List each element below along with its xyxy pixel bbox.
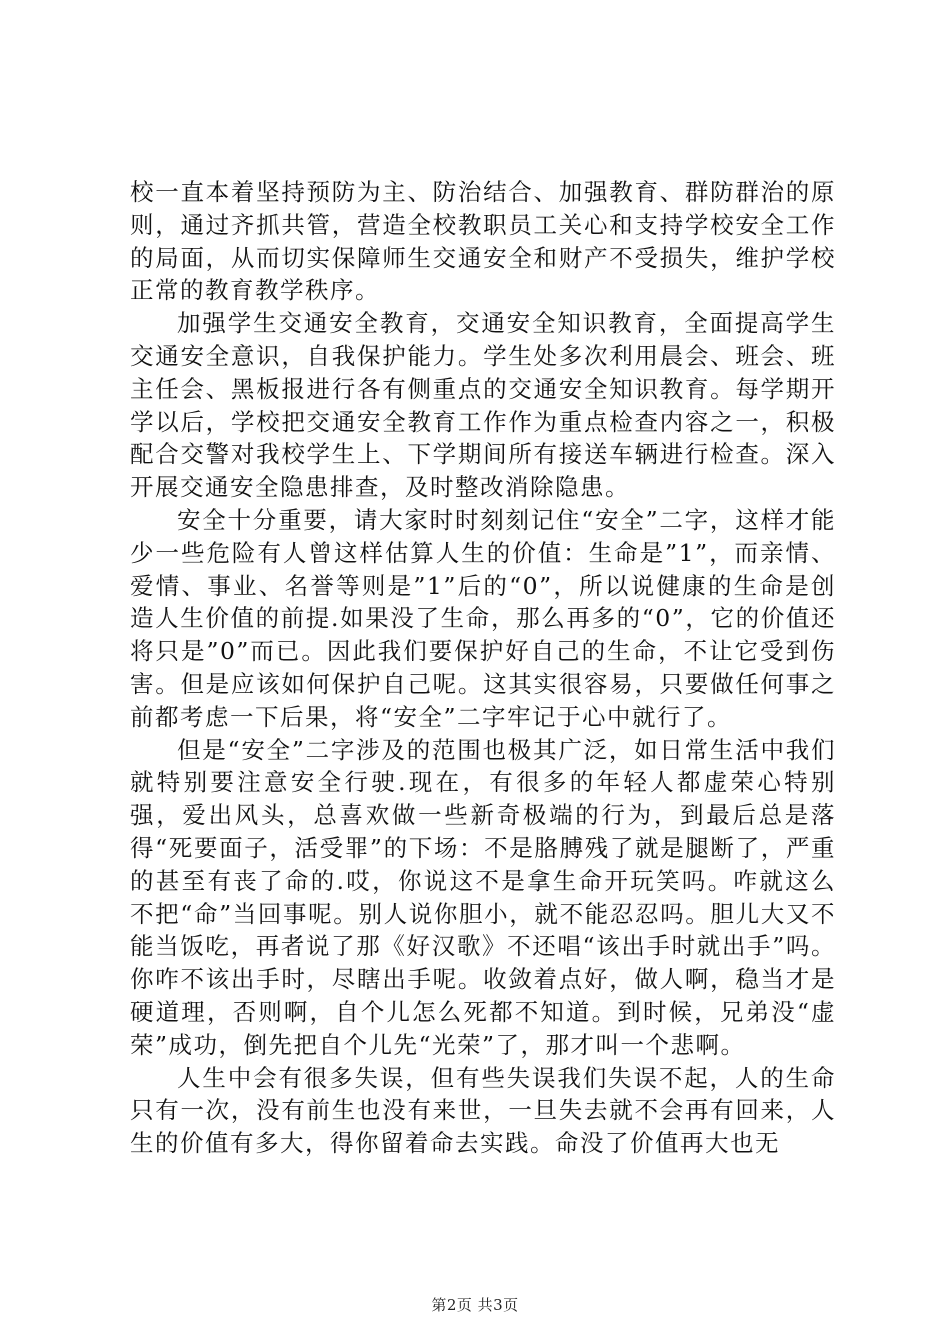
paragraph: 加强学生交通安全教育，交通安全知识教育，全面提高学生交通安全意识，自我保护能力。学生处多次利用晨会、班会、班主任会、黑板报进行各有侧重点的交通安全知识教育。每学期开学以后，学校把交通安全教育工作作为重点检查内容之一，积极配合交警对我校学生上、下学期间所有接送车辆进行检查。深入开展交通安全隐患排查，及时整改消除隐患。 xyxy=(130,309,836,502)
page-number-footer: 第2页 共3页 xyxy=(431,1296,519,1314)
document-body xyxy=(130,176,836,1160)
paragraph: 安全十分重要，请大家时时刻刻记住“安全”二字，这样才能少一些危险有人曾这样估算人生的价值：生命是”1”，而亲情、爱情、事业、名誉等则是”1”后的“0”，所以说健康的生命是创造人生价值的前提.如果没了生命，那么再多的“0”，它的价值还将只是”0”而已。因此我们要保护好自己的生命，不让它受到伤害。但是应该如何保护自己呢。这其实很容易，只要做任何事之前都考虑一下后果，将“安全”二字牢记于心中就行了。 xyxy=(130,505,836,731)
paragraph-continued: 校一直本着坚持预防为主、防治结合、加强教育、群防群治的原则，通过齐抓共管，营造全校教职员工关心和支持学校安全工作的局面，从而切实保障师生交通安全和财产不受损失，维护学校正常的教育教学秩序。 xyxy=(130,178,836,305)
paragraph: 但是“安全”二字涉及的范围也极其广泛，如日常生活中我们就特别要注意安全行驶.现在，有很多的年轻人都虚荣心特别强，爱出风头，总喜欢做一些新奇极端的行为，到最后总是落得“死要面子，活受罪”的下场：不是胳膊残了就是腿断了，严重的甚至有丧了命的.哎，你说这不是拿生命开玩笑吗。咋就这么不把“命”当回事呢。别人说你胆小，就不能忍忍吗。胆儿大又不能当饭吃，再者说了那《好汉歌》不还唱“该出手时就出手”吗。你咋不该出手时，尽瞎出手呢。收敛着点好，做人啊，稳当才是硬道理，否则啊，自个儿怎么死都不知道。到时候，兄弟没“虚荣”成功，倒先把自个儿先“光荣”了，那才叫一个悲啊。 xyxy=(130,735,836,1059)
paragraph: 人生中会有很多失误，但有些失误我们失误不起，人的生命只有一次，没有前生也没有来世，一旦失去就不会再有回来，人生的价值有多大，得你留着命去实践。命没了价值再大也无 xyxy=(130,1063,836,1158)
